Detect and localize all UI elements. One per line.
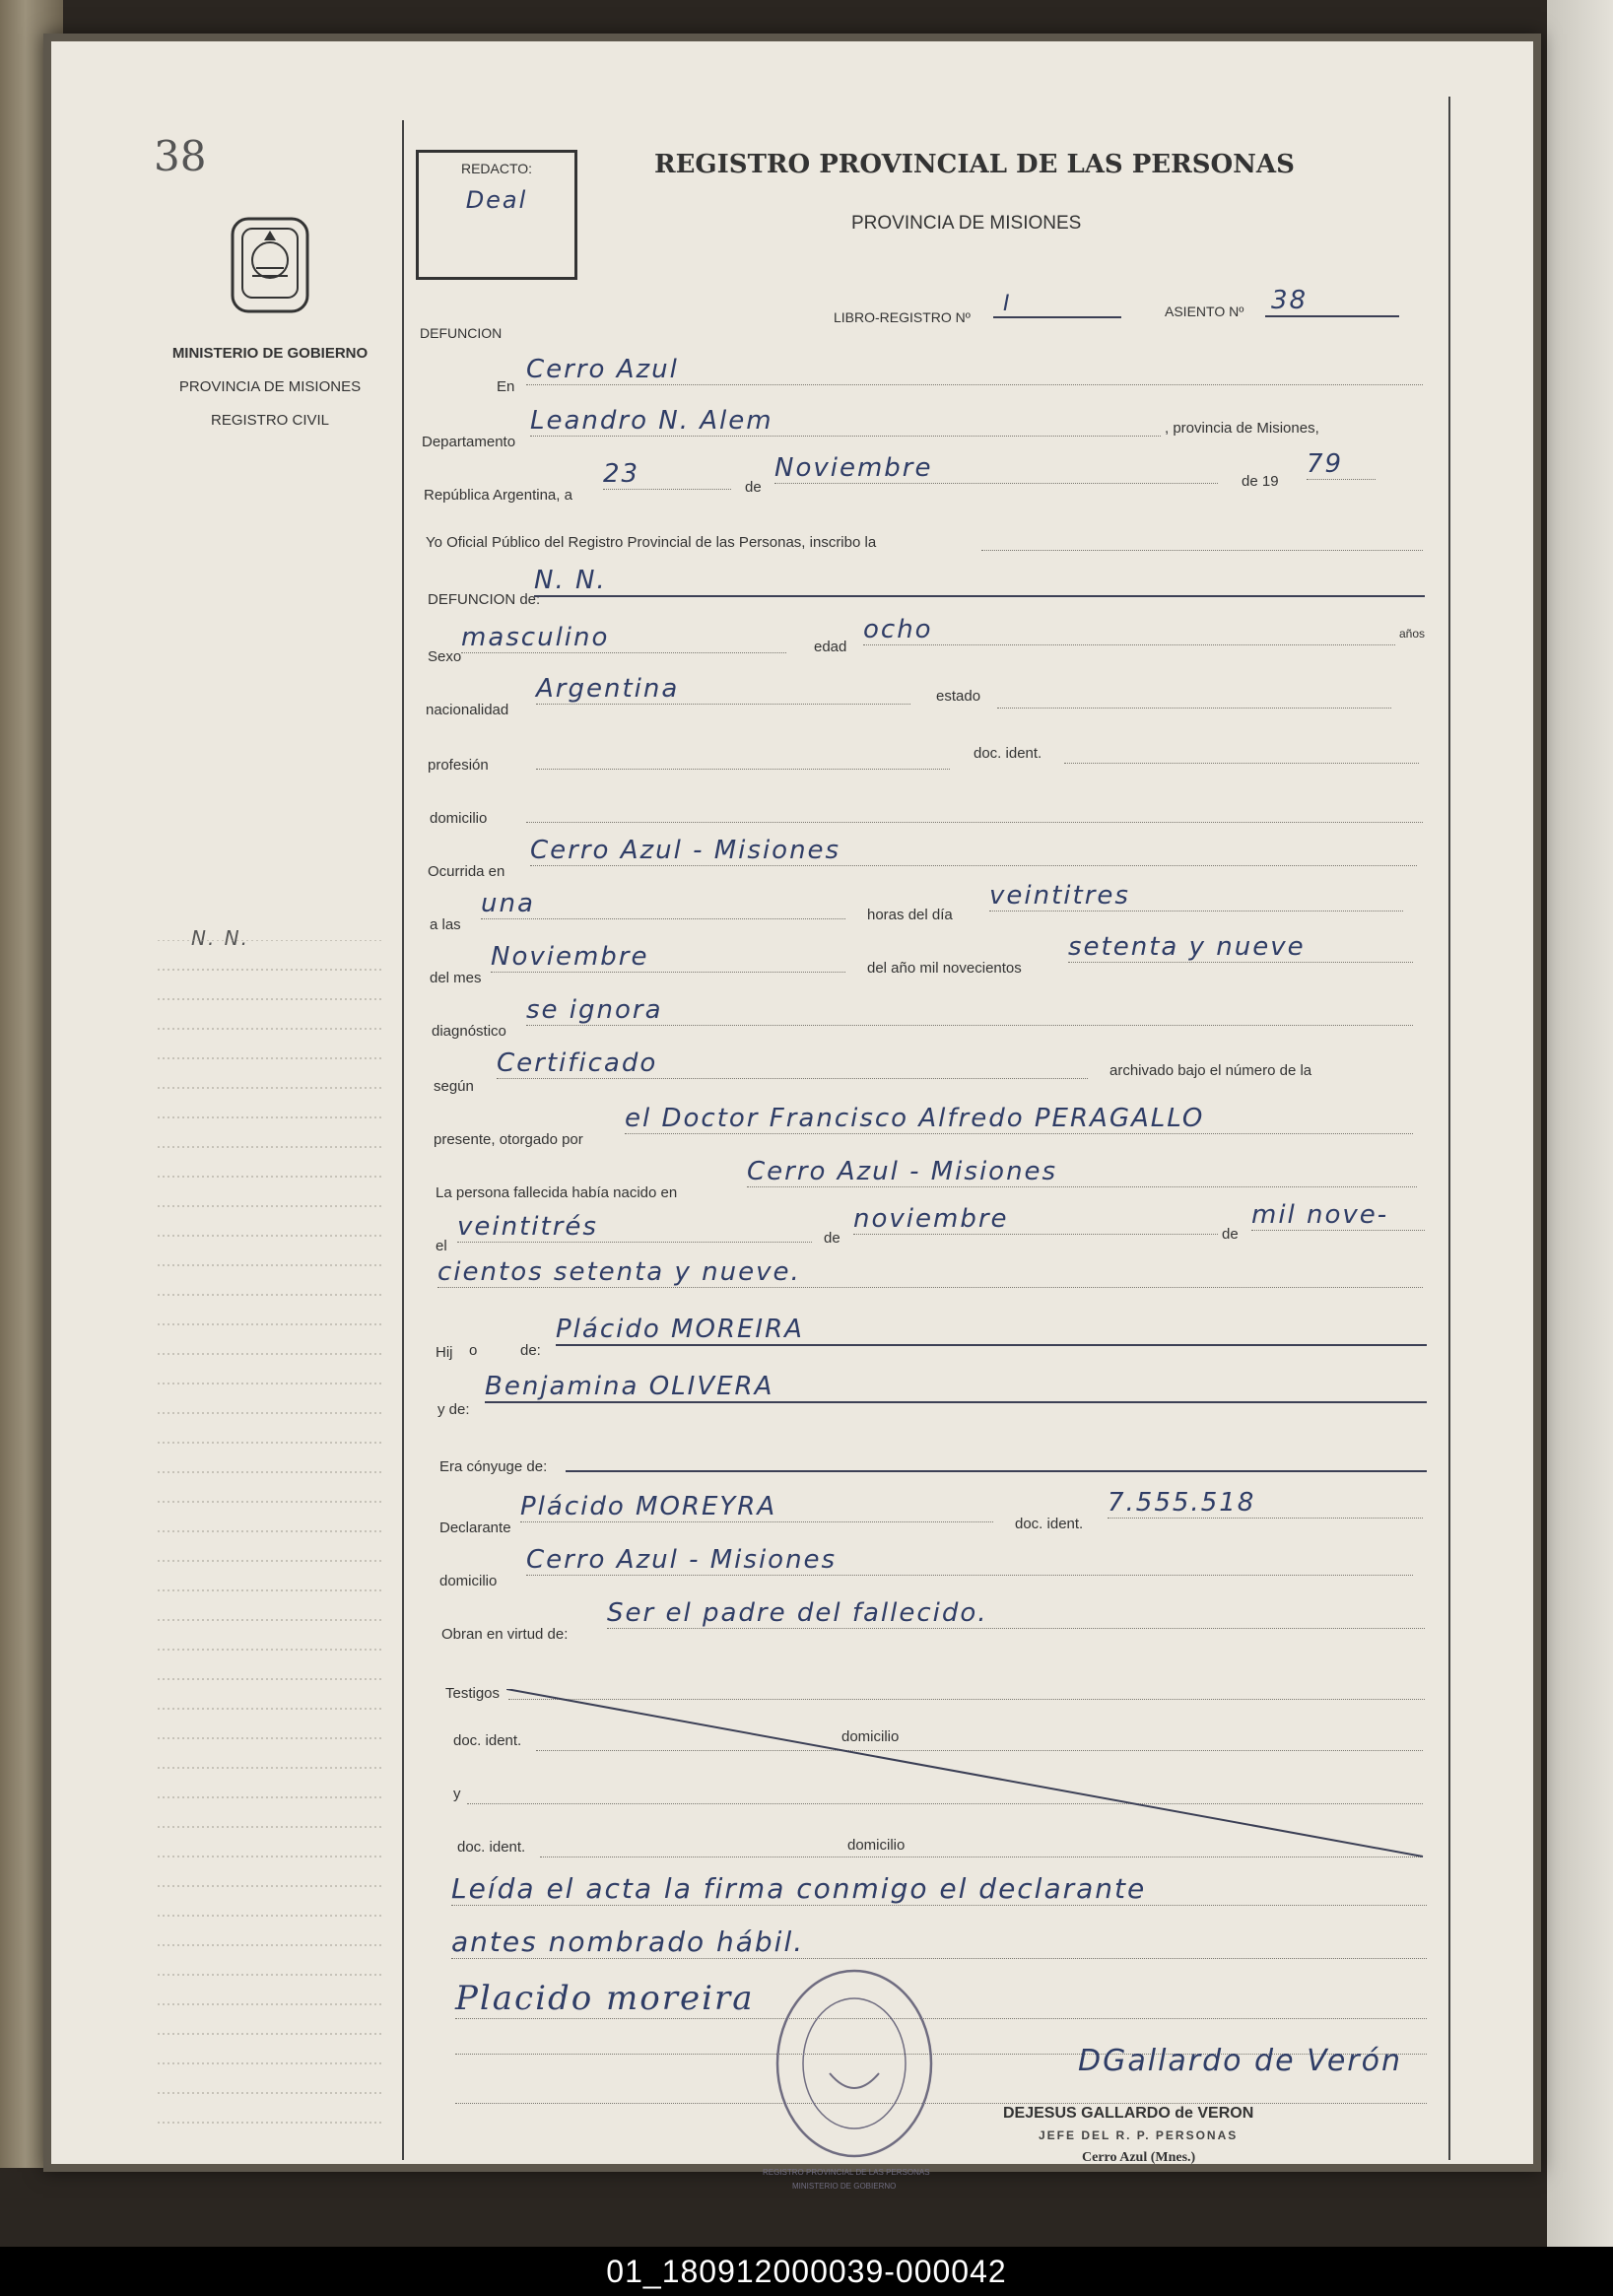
nacido-label: La persona fallecida había nacido en <box>436 1184 678 1201</box>
segun-label: según <box>434 1078 474 1095</box>
document-subtitle: PROVINCIA DE MISIONES <box>851 213 1082 234</box>
docident-label: doc. ident. <box>974 745 1042 762</box>
document-title: REGISTRO PROVINCIAL DE LAS PERSONAS <box>654 150 1295 179</box>
el-label: el <box>436 1238 447 1254</box>
delmes-value: Noviembre <box>491 942 845 973</box>
redacto-value: Deal <box>465 186 528 214</box>
delanio-value: setenta y nueve <box>1068 932 1413 963</box>
de-anio-label: de <box>1222 1226 1239 1243</box>
cientos-value: cientos setenta y nueve. <box>437 1257 1423 1288</box>
libro-value: I <box>993 292 1121 318</box>
edad-label: edad <box>814 639 847 655</box>
stamp-role: JEFE DEL R. P. PERSONAS <box>1039 2128 1239 2142</box>
libro-label: LIBRO-REGISTRO Nº <box>834 309 971 325</box>
nacido-value: Cerro Azul - Misiones <box>747 1157 1417 1187</box>
closing-line2: antes nombrado hábil. <box>451 1925 1427 1959</box>
redacto-box <box>416 150 577 280</box>
official-seal <box>771 1965 938 2162</box>
declarante-doc-label: doc. ident. <box>1015 1516 1084 1532</box>
obran-label: Obran en virtud de: <box>441 1626 569 1643</box>
en-value: Cerro Azul <box>526 355 1423 385</box>
declarante-doc-value: 7.555.518 <box>1108 1488 1423 1519</box>
margin-note: N. N. <box>191 926 249 950</box>
diagnostico-label: diagnóstico <box>432 1023 506 1040</box>
closing-line5 <box>455 2093 1427 2104</box>
departamento-value: Leandro N. Alem <box>530 406 1161 437</box>
ocurrida-label: Ocurrida en <box>428 863 505 880</box>
y-label: y <box>453 1786 461 1802</box>
delmes-label: del mes <box>430 970 482 986</box>
document-page <box>43 34 1541 2191</box>
provincia-label: , provincia de Misiones, <box>1165 420 1319 437</box>
edad-value: ocho <box>863 615 1395 645</box>
presente-label: presente, otorgado por <box>434 1131 583 1148</box>
declarante-value: Plácido MOREYRA <box>520 1492 993 1522</box>
oficial-label: Yo Oficial Público del Registro Provincial de las Personas, inscribo la <box>426 534 877 551</box>
declarant-signature: Placido moreira <box>455 1979 1427 2019</box>
sexo-value: masculino <box>461 623 786 653</box>
conyuge-label: Era cónyuge de: <box>439 1458 548 1475</box>
testigos-cancel-stroke <box>506 1689 1433 1866</box>
seal-bottom-text: MINISTERIO DE GOBIERNO <box>792 2182 897 2191</box>
oficial-line <box>981 536 1423 551</box>
republica-label: República Argentina, a <box>424 487 572 504</box>
estado-label: estado <box>936 688 981 705</box>
obran-value: Ser el padre del fallecido. <box>607 1598 1425 1629</box>
de19-label: de 19 <box>1242 473 1279 490</box>
alas-label: a las <box>430 916 461 933</box>
horasdia-label: horas del día <box>867 907 953 923</box>
delanio-label: del año mil novecientos <box>867 960 1022 977</box>
anio-value: 79 <box>1307 449 1376 480</box>
hijo-label: Hij <box>436 1344 453 1361</box>
ministry-label: MINISTERIO DE GOBIERNO <box>171 345 369 362</box>
hijo-de-label: de: <box>520 1342 541 1359</box>
profesion-label: profesión <box>428 757 489 774</box>
coat-of-arms-seal <box>221 211 319 319</box>
asiento-value: 38 <box>1265 286 1399 317</box>
vertical-rule-right <box>1448 97 1450 2160</box>
testigo1-dom-label: domicilio <box>841 1728 900 1745</box>
testigo1-doc-label: doc. ident. <box>453 1732 522 1749</box>
seal-ring-text: REGISTRO PROVINCIAL DE LAS PERSONAS <box>763 2168 930 2177</box>
redacto-label: REDACTO: <box>460 161 533 176</box>
stamp-place: Cerro Azul (Mnes.) <box>1082 2150 1196 2165</box>
yde-label: y de: <box>437 1401 470 1418</box>
estado-line <box>997 694 1391 709</box>
defuncion-value: N. N. <box>534 566 1425 597</box>
nacionalidad-value: Argentina <box>536 674 910 705</box>
vertical-rule-left <box>402 120 404 2160</box>
page-number: 38 <box>154 132 207 180</box>
presente-value: el Doctor Francisco Alfredo PERAGALLO <box>625 1104 1413 1134</box>
domicilio-line <box>526 808 1423 823</box>
yde-value: Benjamina OLIVERA <box>485 1372 1427 1403</box>
ocurrida-value: Cerro Azul - Misiones <box>530 836 1417 866</box>
domicilio-label: domicilio <box>430 810 488 827</box>
declarante-label: Declarante <box>439 1519 511 1536</box>
mes-value: Noviembre <box>774 453 1218 484</box>
dia-value: 23 <box>603 459 731 490</box>
diagnostico-value: se ignora <box>526 995 1413 1026</box>
hijo-o: o <box>469 1342 478 1359</box>
el-value: veintitrés <box>457 1212 812 1243</box>
civil-registry-label: REGISTRO CIVIL <box>210 412 330 429</box>
segun-value: Certificado <box>497 1048 1088 1079</box>
de-anio-value: mil nove- <box>1251 1200 1425 1231</box>
margin-ruled-lines <box>158 940 394 2152</box>
conyuge-line <box>566 1452 1427 1472</box>
defuncion-label: DEFUNCION de: <box>428 591 541 608</box>
nacionalidad-label: nacionalidad <box>426 702 509 718</box>
dia-texto-value: veintitres <box>989 881 1403 912</box>
province-label: PROVINCIA DE MISIONES <box>178 378 362 395</box>
decl-domicilio-value: Cerro Azul - Misiones <box>526 1545 1413 1576</box>
asiento-label: ASIENTO Nº <box>1165 304 1244 319</box>
de-label: de <box>745 479 762 496</box>
sexo-label: Sexo <box>428 648 462 665</box>
stamp-name: DEJESUS GALLARDO de VERON <box>1003 2105 1254 2122</box>
docident-line <box>1064 749 1419 764</box>
facing-page-edge <box>1547 0 1613 2247</box>
de-nac-label: de <box>824 1230 840 1247</box>
testigo2-dom-label: domicilio <box>847 1837 906 1854</box>
record-type: DEFUNCION <box>420 325 503 341</box>
hora-value: una <box>481 889 845 919</box>
de-nac-value: noviembre <box>853 1204 1218 1235</box>
image-id-footer: 01_180912000039-000042 <box>0 2247 1613 2296</box>
official-signature: DGallardo de Verón <box>1078 2044 1403 2078</box>
departamento-label: Departamento <box>422 434 516 450</box>
profesion-line <box>536 755 950 770</box>
en-label: En <box>497 378 515 395</box>
anios-label: años <box>1399 627 1426 641</box>
decl-domicilio-label: domicilio <box>439 1573 498 1589</box>
hijo-value: Plácido MOREIRA <box>556 1315 1427 1346</box>
testigo2-doc-label: doc. ident. <box>457 1839 526 1856</box>
testigos-label: Testigos <box>445 1685 501 1702</box>
closing-line1: Leída el acta la firma conmigo el declarante <box>451 1872 1427 1906</box>
archivado-label: archivado bajo el número de la <box>1109 1062 1312 1079</box>
